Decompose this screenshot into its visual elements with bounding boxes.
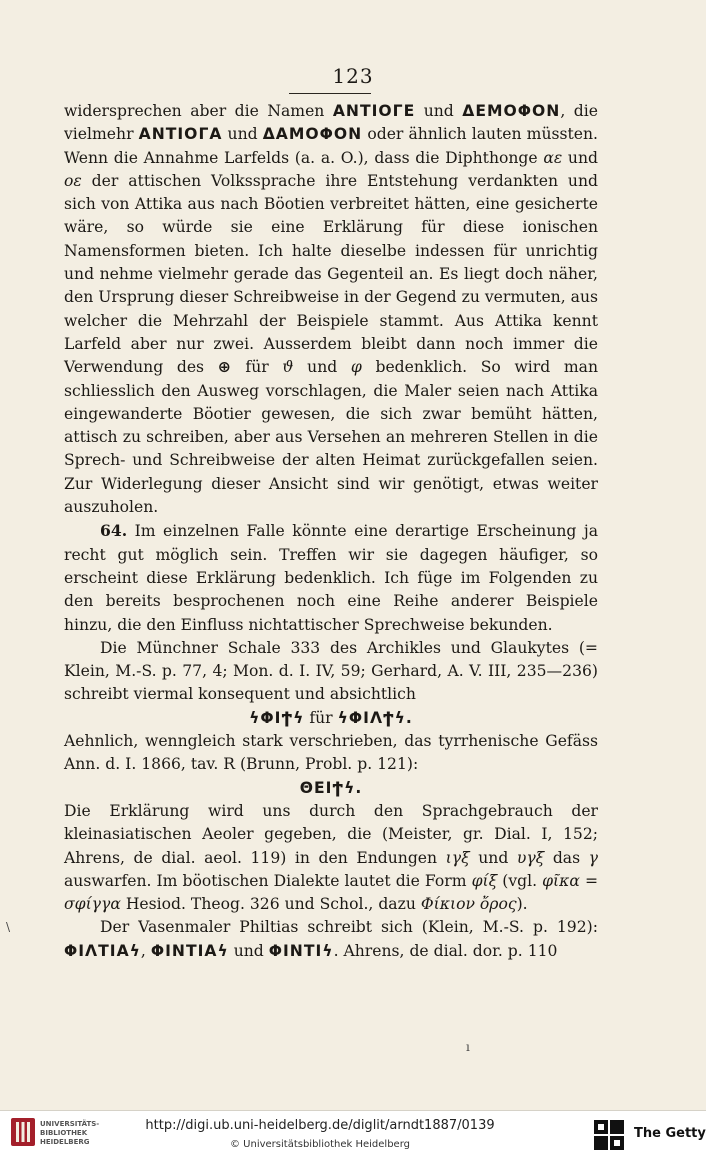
greek-italic: φῖκα = σφίγγα [64,871,599,914]
text-span: . Ahrens, de dial. dor. p. 110 [333,941,558,960]
library-name-line: UNIVERSITÄTS- [40,1120,100,1128]
greek-inscription: ϟΦΙϮϟ [249,708,305,727]
section-number: 64. [100,521,128,541]
greek-italic: υγξ [516,848,545,867]
body-text [64,100,598,963]
digitization-footer [0,1110,706,1160]
partner-name: The Getty [634,1126,706,1141]
greek-italic: Φίκιον ὄρος [420,895,517,914]
paragraph-1 [64,100,598,519]
copyright-notice: © Universitätsbibliothek Heidelberg [229,1139,410,1150]
inscription-line-2 [64,777,598,800]
margin-tick-mark: \ [6,920,11,934]
getty-logo-icon [594,1120,624,1150]
permalink-url[interactable]: http://digi.ub.uni-heidelberg.de/diglit/arndt1887/0139 [145,1118,495,1133]
page-number: 123 [332,64,374,88]
text-span: ). [516,895,528,914]
text-span: bedenklich. So wird man schliesslich den Ausweg vorschlagen, die Maler seien nach Attika eingewanderte Böotier gewesen, die sich zwar bemüht hätten, attisch zu schreiben, aber aus Versehen an mehreren Stellen in die Sprech- und Schreibweise der alten Heimat zurückgefallen seien. Zur Widerlegung dieser Ansicht sind wir genötigt, etwas weiter auszuholen. [64,358,599,517]
greek-inscription: ΔEMOΦON [462,102,561,120]
text-span: für [304,708,338,727]
text-span: und [469,848,517,867]
greek-inscription: ΔAMOΦON [262,125,363,144]
text-span: Der Vasenmaler Philtias schreibt sich (Klein, M.-S. p. 192): [100,918,598,937]
greek-inscription: ANTIOΓA [138,125,223,144]
page-number-rule [289,93,371,94]
text-span: für [231,358,283,377]
greek-inscription: ΦΙΛΤΙΑϟ [64,941,141,960]
greek-italic: αε [543,148,563,167]
greek-inscription: ΦΙΝΤΙϟ [268,941,334,960]
greek-inscription: ANTIOΓE [332,102,416,120]
paragraph-3 [64,637,598,707]
text-span: und [222,125,263,144]
text-span: Hesiod. Theog. 326 und Schol., dazu [120,895,421,914]
paragraph-2 [64,519,598,636]
text-span: auswarfen. Im böotischen Dialekte lautet die Form [64,871,472,890]
library-name-line: BIBLIOTHEK [40,1129,88,1137]
text-span: , die vielmehr [64,102,598,144]
margin-tick-mark: ı [466,1040,470,1054]
text-span: und [293,358,351,377]
text-span: der attischen Volkssprache ihre Entstehung verdankten und sich von Attika aus nach Böotien verbreitet hätten, eine gesicherte wäre, so würde sie eine Erklärung für diese ionischen Namensformen bieten. Ich halte dieselbe indessen für unrichtig und nehme vielmehr gerade das Gegenteil an. Es liegt doch näher, den Ursprung dieser Schreibweise in der Gegend zu vermuten, aus welcher die Mehrzahl der Beispiele stammt. Aus Attika kennt Larfeld aber nur zwei. Ausserdem bleibt dann noch immer die Verwendung des [64,171,598,377]
library-name-line: HEIDELBERG [40,1138,90,1146]
text-span: und [415,102,463,120]
theta-symbol: ⊕ [217,358,232,377]
text-span: Die Erklärung wird uns durch den Sprachgebrauch der kleinasiatischen Aeoler gegeben, die (Meister, gr. Dial. I, 152; Ahrens, de dial. aeol. 119) in den Endungen [64,801,598,867]
greek-inscription: ϟΦΙΛϮϟ. [337,708,413,727]
paragraph-4 [64,730,598,777]
text-span: Im einzelnen Falle könnte eine derartige Erscheinung ja recht gut möglich sein. Treffen wir sie dagegen häufiger, so erscheint diese Erklärung bedenklich. Ich füge im Folgenden zu den bereits besprochenen noch eine Reihe anderer Beispiele hinzu, die den Einfluss nichtattischer Sprechweise bekunden. [64,522,598,634]
text-span: oder ähnlich lauten müssten. Wenn die Annahme Larfelds (a. a. O.), dass die Diphthonge [64,125,598,167]
greek-inscription: ΦΙΝΤΙΑϟ [150,941,229,960]
paragraph-6 [64,916,598,963]
greek-italic: φίξ [471,871,498,890]
greek-italic: γ [588,848,598,867]
greek-italic: ϑ [282,358,294,377]
inscription-line-1 [64,707,598,730]
text-span: , [140,941,151,960]
greek-italic: οε [64,171,82,190]
greek-inscription: ΘΕΙϮϟ. [299,778,363,797]
text-span: widersprechen aber die Namen [64,102,333,120]
text-span: Die Münchner Schale 333 des Archikles und Glaukytes (= Klein, M.-S. p. 77, 4; Mon. d. I. IV, 59; Gerhard, A. V. III, 235—236) schreibt viermal konsequent und absichtlich [64,638,598,704]
greek-italic: ιγξ [445,848,470,867]
text-span: das [544,848,589,867]
text-span: und [562,148,598,167]
paragraph-5 [64,800,598,916]
text-span: (vgl. [497,871,543,890]
greek-italic: φ [350,358,362,377]
text-span: Aehnlich, wenngleich stark verschrieben, das tyrrhenische Gefäss Ann. d. I. 1866, tav. R (Brunn, Probl. p. 121): [64,732,598,774]
text-span: und [228,941,269,960]
